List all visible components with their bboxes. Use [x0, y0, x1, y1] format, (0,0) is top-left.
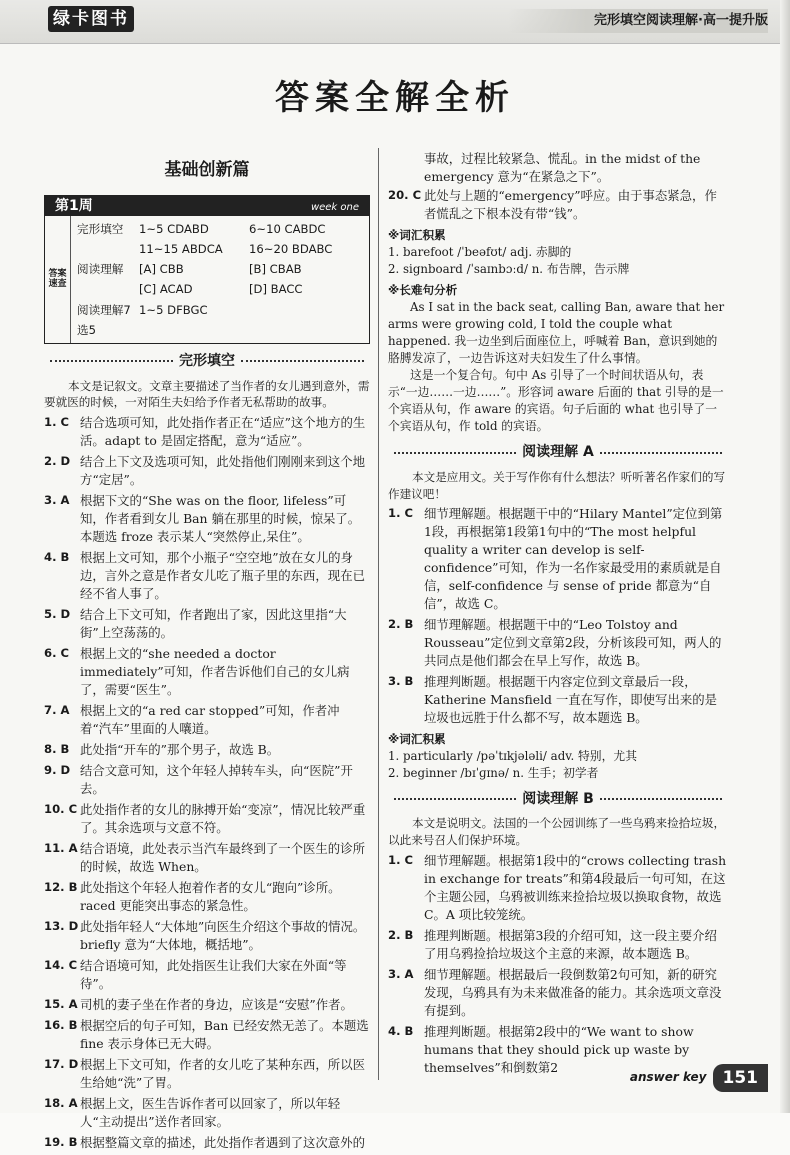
answer-number: 18. A [44, 1095, 78, 1110]
long-sentence-analysis: 这是一个复合句。句中 As 引导了一个时间状语从句，表示“一边……一边……”。形容词 aware 后面的 that 引导的是一个宾语从句，作 aware 的宾语。句子后面的 what 也引导了一个宾语从句，作 told 的宾语。 [388, 368, 724, 434]
answer-item [44, 702, 370, 738]
cloze-heading-text: 完形填空 [179, 353, 235, 370]
right-column [388, 150, 728, 1080]
answer-text: 此处与上题的“emergency”呼应。由于事态紧急，作者慌乱之下根本没有带“钱”。 [424, 187, 717, 221]
answer-item [44, 801, 370, 837]
answer-box-side-label: 答案速查 [45, 216, 71, 344]
column-divider [378, 148, 379, 1080]
reading-a-heading [388, 442, 728, 462]
answer-box-value: [D] BACC [249, 282, 303, 297]
answer-box-key [77, 239, 139, 259]
answer-number: 3. B [388, 674, 414, 689]
dotted-rule [600, 798, 722, 800]
answer-key-label: answer key [629, 1070, 707, 1085]
answer-item [44, 492, 370, 546]
answer-number: 6. C [44, 646, 70, 661]
answer-box-key [77, 279, 139, 299]
vocab-title: ※词汇积累 [388, 732, 446, 747]
answer-item [388, 616, 728, 670]
answer-item [44, 414, 370, 450]
answer-number: 13. D [44, 918, 79, 933]
answer-item [388, 673, 728, 727]
answer-item [44, 606, 370, 642]
cloze-answer-list [44, 414, 370, 1151]
cloze-heading [44, 351, 370, 371]
answer-text: 根据空后的句子可知，Ban 已经安然无恙了。本题选 fine 表示身体已无大碍。 [80, 1017, 369, 1051]
dotted-rule [241, 360, 364, 362]
answer-box-key: 阅读理解 [77, 262, 124, 277]
answer-text: 结合文意可知，这个年轻人掉转车头，向“医院”开去。 [80, 762, 353, 796]
page-footer [630, 1063, 768, 1093]
dotted-rule [600, 452, 722, 454]
answer-text: 根据上下文可知，作者的女儿吃了某种东西，所以医生给她“洗”了胃。 [80, 1056, 365, 1090]
answer-box-heading [45, 196, 369, 216]
page-number: 151 [713, 1064, 769, 1093]
answer-text: 结合语境，此处表示当汽车最终到了一个医生的诊所的时候，故选 When。 [80, 840, 365, 874]
answer-text: 结合选项可知，此处指作者正在“适应”这个地方的生活。adapt to 是固定搭配，意为“适应”。 [80, 415, 366, 449]
answer-number: 1. C [388, 853, 414, 868]
answer-number: 17. D [44, 1056, 79, 1071]
answer-item [388, 927, 728, 963]
answer-box-row [77, 259, 363, 279]
answer-number: 19. B [44, 1134, 78, 1149]
long-sentence: As I sat in the back seat, calling Ban, aware that her arms were growing cold, I told the couple what happened. 我一边坐到后面座位上，呼喊着 Ban，意识到她的胳膊发凉了，一边告诉这对夫妇发生了什么事情。 [388, 299, 725, 365]
reading-b-heading [388, 789, 728, 809]
answer-text: 结合语境可知，此处指医生让我们大家在外面“等待”。 [80, 957, 347, 991]
answer-item [388, 852, 728, 924]
book-title: 完形填空阅读理解·高一提升版 [508, 9, 768, 33]
reading-b-heading-text: 阅读理解 B [522, 791, 594, 808]
answer-text: 根据上文，医生告诉作者可以回家了，所以年轻人“主动提出”送作者回家。 [80, 1095, 341, 1129]
page-edge-shadow [780, 0, 790, 1113]
answer-text: 结合上下文可知，作者跑出了家，因此这里指“大街”上空荡荡的。 [80, 607, 347, 641]
dotted-rule [394, 452, 516, 454]
answer-number: 7. A [44, 702, 70, 717]
answer-item [44, 453, 370, 489]
answer-number: 15. A [44, 996, 78, 1011]
dotted-rule [394, 798, 516, 800]
answer-number: 9. D [44, 762, 71, 777]
answer-box-body [45, 216, 369, 344]
answer-number: 2. B [388, 927, 414, 942]
vocab-line: 2. signboard /ˈsaɪnbɔːd/ n. 布告牌，告示牌 [388, 261, 630, 276]
reading-b-intro: 本文是说明文。法国的一个公园训练了一些乌鸦来捡拾垃圾，以此来号召人们保护环境。 [388, 816, 726, 848]
reading-a-intro: 本文是应用文。关于写作你有什么想法？听听著名作家们的写作建议吧！ [388, 469, 726, 501]
answer-text: 此处指“开车的”那个男子，故选 B。 [80, 741, 280, 757]
section-title: 基础创新篇 [164, 160, 250, 180]
answer-text: 细节理解题。根据第1段中的“crows collecting trash in exchange for treats”和第4段最后一句可知，在这个主题公园，乌鸦被训练来捡拾垃圾以换取食物，故选 C。A 项比较笼统。 [424, 853, 727, 922]
answer-box [44, 195, 370, 345]
answer-item [388, 187, 728, 223]
vocab-line: 2. beginner /bɪˈɡɪnə/ n. 生手；初学者 [388, 766, 599, 781]
week-heading: 第1周 [55, 197, 93, 214]
left-column [44, 150, 370, 1155]
answer-text: 根据上文可知，那个小瓶子“空空地”放在女儿的身边，言外之意是作者女儿吃了瓶子里的东西，现在已经不省人事了。 [80, 550, 365, 602]
answer-box-row [77, 279, 363, 299]
vocab-line: 1. barefoot /ˈbeəfʊt/ adj. 赤脚的 [388, 244, 572, 259]
answer-box-rows [71, 216, 369, 344]
answer-number: 12. B [44, 879, 78, 894]
answer-box-value: 1~5 CDABD [139, 221, 209, 236]
header-bar [0, 0, 790, 44]
answer-box-value: [C] ACAD [139, 282, 193, 297]
page-title: 答案全解全析 [275, 78, 515, 118]
answer-item [44, 879, 370, 915]
answer-number: 4. B [388, 1023, 414, 1038]
answer-number: 20. C [388, 187, 422, 202]
answer-number: 3. A [44, 493, 70, 508]
answer-text: 司机的妻子坐在作者的身边，应该是“安慰”作者。 [80, 996, 353, 1012]
answer-text: 结合上下文及选项可知，此处指他们刚刚来到这个地方“定居”。 [80, 454, 365, 488]
answer-item [44, 741, 370, 759]
answer-text: 细节理解题。根据题干中的“Leo Tolstoy and Rousseau”定位到文章第2段，分析该段可知，两人的共同点是他们都会在早上写作，故选 B。 [424, 617, 722, 669]
answer-text: 细节理解题。根据最后一段倒数第2句可知，新的研究发现，乌鸦具有为未来做准备的能力。其余选项文章没有提到。 [424, 966, 722, 1018]
answer-number: 2. B [388, 617, 414, 632]
answer-number: 14. C [44, 957, 78, 972]
reading-a-heading-text: 阅读理解 A [522, 444, 594, 461]
answer-item [44, 1095, 370, 1131]
answer-item [388, 966, 728, 1020]
answer-number: 3. A [388, 966, 414, 981]
answer-number: 4. B [44, 550, 70, 565]
answer-text: 此处指这个年轻人抱着作者的女儿“跑向”诊所。raced 更能突出事态的紧急性。 [80, 879, 341, 913]
reading-a-answer-list [388, 505, 728, 727]
answer-box-value: [A] CBB [139, 262, 184, 277]
answer-text: 推理判断题。根据第3段的介绍可知，这一段主要介绍了用乌鸦捡拾垃圾这个主意的来源，故本题选 B。 [424, 927, 717, 961]
answer-box-row [77, 219, 363, 239]
answer-number: 5. D [44, 607, 71, 622]
answer-box-row [77, 239, 363, 259]
answer-box-key: 完形填空 [77, 221, 124, 236]
answer-number: 16. B [44, 1017, 78, 1032]
answer-box-value: 6~10 CABDC [249, 221, 326, 236]
reading-b-answer-list [388, 852, 728, 1077]
answer-box-value: 1~5 DFBGC [139, 302, 208, 317]
answer-text: 根据上文的“a red car stopped”可知，作者冲着“汽车”里面的人嚷道。 [80, 702, 340, 736]
dotted-rule [50, 360, 173, 362]
answer-item [44, 957, 370, 993]
answer-item [44, 1056, 370, 1092]
answer-number: 1. C [44, 415, 70, 430]
answer-item [388, 505, 728, 613]
answer-item [44, 1134, 370, 1152]
answer-item [44, 1017, 370, 1053]
answer-text: 推理判断题。根据题干内容定位到文章最后一段，Katherine Mansfield 一直在写作，即使写出来的是垃圾也远胜于什么都不写，故本题选 B。 [424, 674, 717, 726]
answer-text: 此处指年轻人“大体地”向医生介绍这个事故的情况。briefly 意为“大体地，概括地”。 [80, 918, 366, 952]
answer-text: 根据下文的“She was on the floor, lifeless”可知，作者看到女儿 Ban 躺在那里的时候，惊呆了。本题选 froze 表示某人“突然停止,呆住”。 [80, 493, 361, 545]
vocab-line: 1. particularly /pəˈtɪkjələli/ adv. 特别，尤其 [388, 748, 637, 763]
answer-text: 根据上文的“she needed a doctor immediately”可知，作者告诉他们自己的女儿病了，需要“医生”。 [80, 646, 350, 697]
answer-box-key: 阅读理解7选5 [77, 302, 131, 338]
vocab-title: ※词汇积累 [388, 227, 446, 242]
answer-continuation: 事故，过程比较紧急、慌乱。in the midst of the emergency 意为“在紧急之下”。 [424, 151, 701, 184]
answer-box-row [77, 300, 363, 341]
answer-number: 10. C [44, 801, 78, 816]
week-tag: week one [310, 201, 359, 213]
answer-text: 此处指作者的女儿的脉搏开始“变凉”，情况比较严重了。其余选项与文意不符。 [80, 801, 366, 835]
answer-item [44, 762, 370, 798]
answer-box-value: [B] CBAB [249, 262, 302, 277]
answer-box-value: 11~15 ABDCA [139, 241, 223, 256]
answer-number: 1. C [388, 506, 414, 521]
answer-item [44, 840, 370, 876]
answer-item [44, 645, 370, 699]
cloze-intro: 本文是记叙文。文章主要描述了当作者的女儿遇到意外，需要就医的时候，一对陌生夫妇给予作者无私帮助的故事。 [44, 378, 370, 410]
answer-text: 细节理解题。根据题干中的“Hilary Mantel”定位到第1段，再根据第1段第1句中的“The most helpful quality a writer can develop is self-confidence”可知，作为一名作家最受用的素质就是自信，self-confidence 与 sense of pride 都意为“自信”，故选 C。 [424, 506, 723, 612]
answer-number: 2. D [44, 454, 71, 469]
answer-text: 推理判断题。根据第2段中的“We want to show humans that they should pick up waste by themselves”和倒数第2 [424, 1023, 694, 1075]
answer-number: 11. A [44, 840, 78, 855]
answer-text: 根据整篇文章的描述，此处指作者遇到了这次意外的 [80, 1134, 365, 1150]
answer-box-value: 16~20 BDABC [249, 241, 333, 256]
answer-item [44, 549, 370, 603]
answer-number: 8. B [44, 741, 70, 756]
brand-logo: 绿卡图书 [48, 6, 134, 32]
answer-item [44, 996, 370, 1014]
answer-item [44, 918, 370, 954]
long-sentence-title: ※长难句分析 [388, 282, 458, 297]
